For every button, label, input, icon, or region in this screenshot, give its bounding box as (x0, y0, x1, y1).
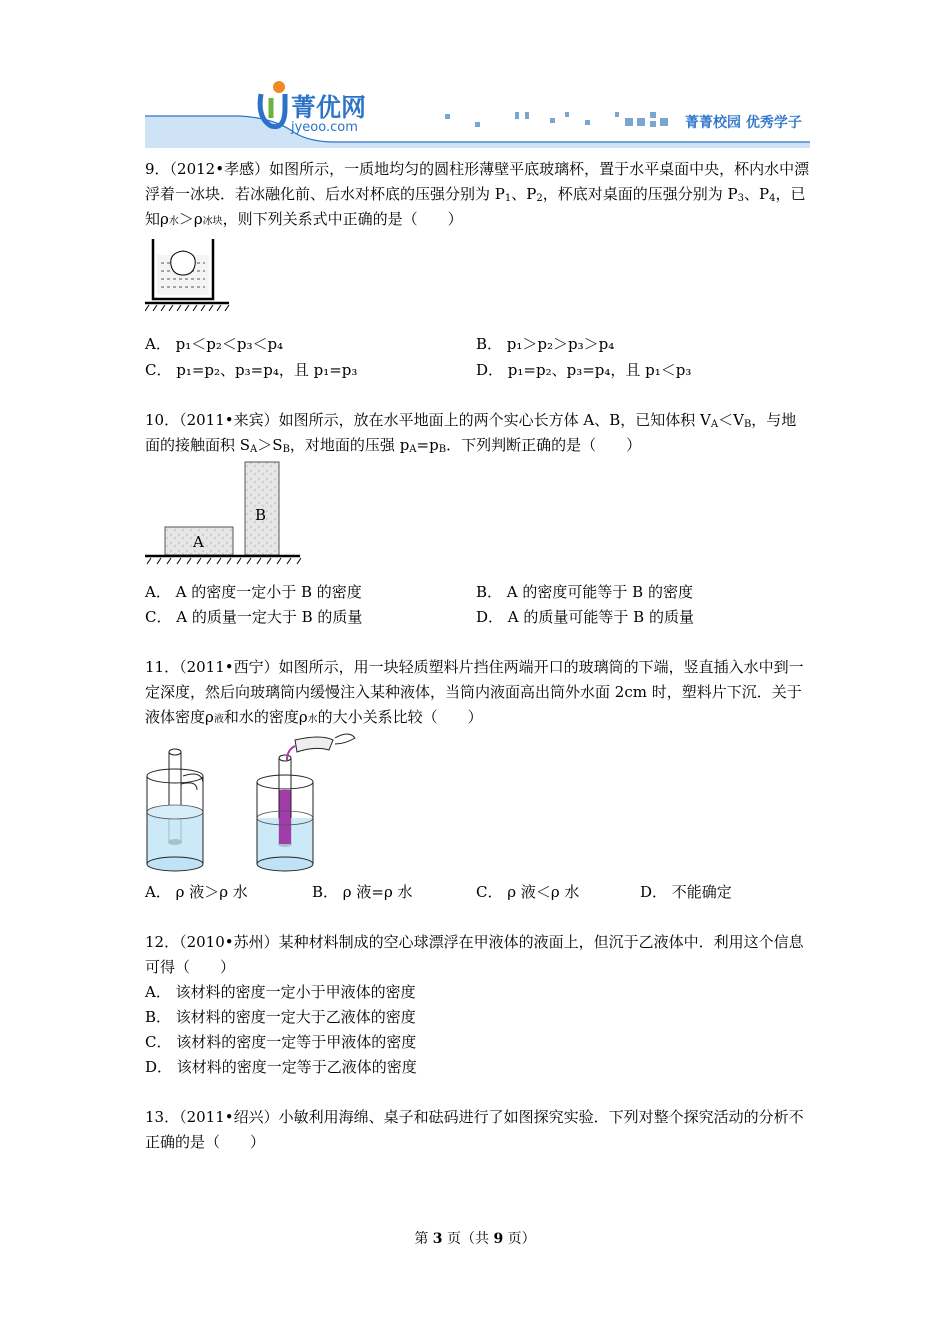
q12-option-d: D． 该材料的密度一定等于乙液体的密度 (145, 1058, 417, 1076)
hand-icon (335, 734, 355, 744)
q9-source: （2012•孝感） (169, 160, 270, 178)
q10-text-1: 如图所示，放在水平地面上的两个实心长方体 A、B，已知体积 V (278, 411, 711, 429)
q10-source: （2011•来宾） (179, 411, 279, 429)
question-11: 11．（2011•西宁）如图所示，用一块轻质塑料片挡住两端开口的玻璃筒的下端，竖直插入水中到一定深度，然后向玻璃筒内缓慢注入某种液体，当筒内液面高出筒外水面 2cm 时，塑料片下沉．关于液体密度ρ液和水的密度ρ水的大小关系比较（ ） (145, 658, 804, 726)
q12-number: 12． (145, 933, 180, 951)
q9-figure (145, 235, 235, 315)
q9-text-2: ，杯底对桌面的压强分别为 (542, 185, 723, 203)
q10-text-3: ，对地面的压强 p (289, 436, 410, 454)
q11-option-b: B． ρ 液=ρ 水 (312, 883, 413, 901)
q9-option-b: B． p₁＞p₂＞p₃＞p₄ (476, 335, 615, 353)
header-slogan: 菁菁校园 优秀学子 (685, 115, 802, 131)
q11-text-3: 的大小关系比较（ ） (317, 708, 483, 726)
logo-domain: jyeoo.com (291, 120, 358, 135)
q11-option-c: C． ρ 液＜ρ 水 (476, 883, 580, 901)
q10-figure (145, 460, 305, 565)
pouring-tube (295, 737, 333, 752)
q9-option-d: D． p₁=p₂、p₃=p₄，且 p₁＜p₃ (476, 361, 692, 379)
q11-option-d: D． 不能确定 (640, 883, 732, 901)
logo-name: 菁优网 (291, 93, 367, 122)
q9-option-a: A． p₁＜p₂＜p₃＜p₄ (145, 335, 284, 353)
q11-source: （2011•西宁） (179, 658, 279, 676)
ice-block (171, 251, 196, 275)
q12-option-a: A． 该材料的密度一定小于甲液体的密度 (145, 983, 416, 1001)
q11-text-2: 和水的密度ρ (223, 708, 308, 726)
beaker-left (147, 749, 203, 871)
q10-text-2: ，与地面的接触面积 S (145, 411, 797, 454)
question-9: 9．（2012•孝感）如图所示，一质地均匀的圆柱形薄壁平底玻璃杯，置于水平桌面中央，杯内水中漂浮着一冰块．若冰融化前、后水对杯底的压强分别为 $P_1$、$P_2$，杯底对桌面的压强分别为 $P_3$、$P_4$，已知ρ水＞ρ冰块，则下列关系式中正确的是（ ） (145, 160, 810, 228)
beaker-right (257, 734, 355, 871)
block-a-label: A (193, 533, 204, 551)
q9-number: 9． (145, 160, 170, 178)
block-b-label: B (255, 506, 267, 524)
q9-text-3: ，已知ρ (145, 185, 806, 228)
q9-option-c: C． p₁=p₂、p₃=p₄，且 p₁=p₃ (145, 361, 358, 379)
logo-icon (255, 78, 291, 136)
question-12 (145, 930, 810, 980)
q10-option-b: B． A 的密度可能等于 B 的密度 (476, 583, 693, 601)
q11-option-a: A． ρ 液＞ρ 水 (145, 883, 248, 901)
q12-option-b: B． 该材料的密度一定大于乙液体的密度 (145, 1008, 416, 1026)
q12-text: 某种材料制成的空心球漂浮在甲液体的液面上，但沉于乙液体中．利用这个信息可得（ ） (145, 933, 804, 976)
page-header (145, 78, 810, 148)
q10-option-c: C． A 的质量一定大于 B 的质量 (145, 608, 363, 626)
page-footer: 第 3 页（共 9 页） (414, 1231, 536, 1247)
q13-number: 13． (145, 1108, 180, 1126)
q11-figure (145, 730, 365, 875)
footer-page-number: 3 (432, 1231, 443, 1247)
q11-number: 11． (145, 658, 180, 676)
question-10: 10．（2011•来宾）如图所示，放在水平地面上的两个实心长方体 A、B，已知体积 $V_A<V_B$，与地面的接触面积 $S_A>S_B$，对地面的压强 $p_A=p_B$．下列判断正确的是（ ） (145, 411, 797, 455)
q10-text-4: ．下列判断正确的是（ ） (446, 436, 642, 454)
q12-source: （2010•苏州） (179, 933, 279, 951)
q12-option-c: C． 该材料的密度一定等于甲液体的密度 (145, 1033, 417, 1051)
q10-option-a: A． A 的密度一定小于 B 的密度 (145, 583, 362, 601)
q9-text-4: ＞ρ (178, 210, 203, 228)
q10-option-d: D． A 的质量可能等于 B 的质量 (476, 608, 694, 626)
q13-source: （2011•绍兴） (179, 1108, 279, 1126)
q11-text-1: 如图所示，用一块轻质塑料片挡住两端开口的玻璃筒的下端，竖直插入水中到一定深度，然后向玻璃筒内缓慢注入某种液体，当筒内液面高出筒外水面 2cm 时，塑料片下沉．关于液体密度ρ (145, 658, 804, 726)
q13-text: 小敏利用海绵、桌子和砝码进行了如图探究实验．下列对整个探究活动的分析不正确的是（ ） (145, 1108, 804, 1151)
footer-total-pages: 9 (493, 1231, 504, 1247)
question-13 (145, 1105, 810, 1155)
q9-text-5: ，则下列关系式中正确的是（ ） (222, 210, 463, 228)
q10-number: 10． (145, 411, 180, 429)
q9-text-1: 如图所示，一质地均匀的圆柱形薄壁平底玻璃杯，置于水平桌面中央，杯内水中漂浮着一冰块．若冰融化前、后水对杯底的压强分别为 (145, 160, 810, 203)
